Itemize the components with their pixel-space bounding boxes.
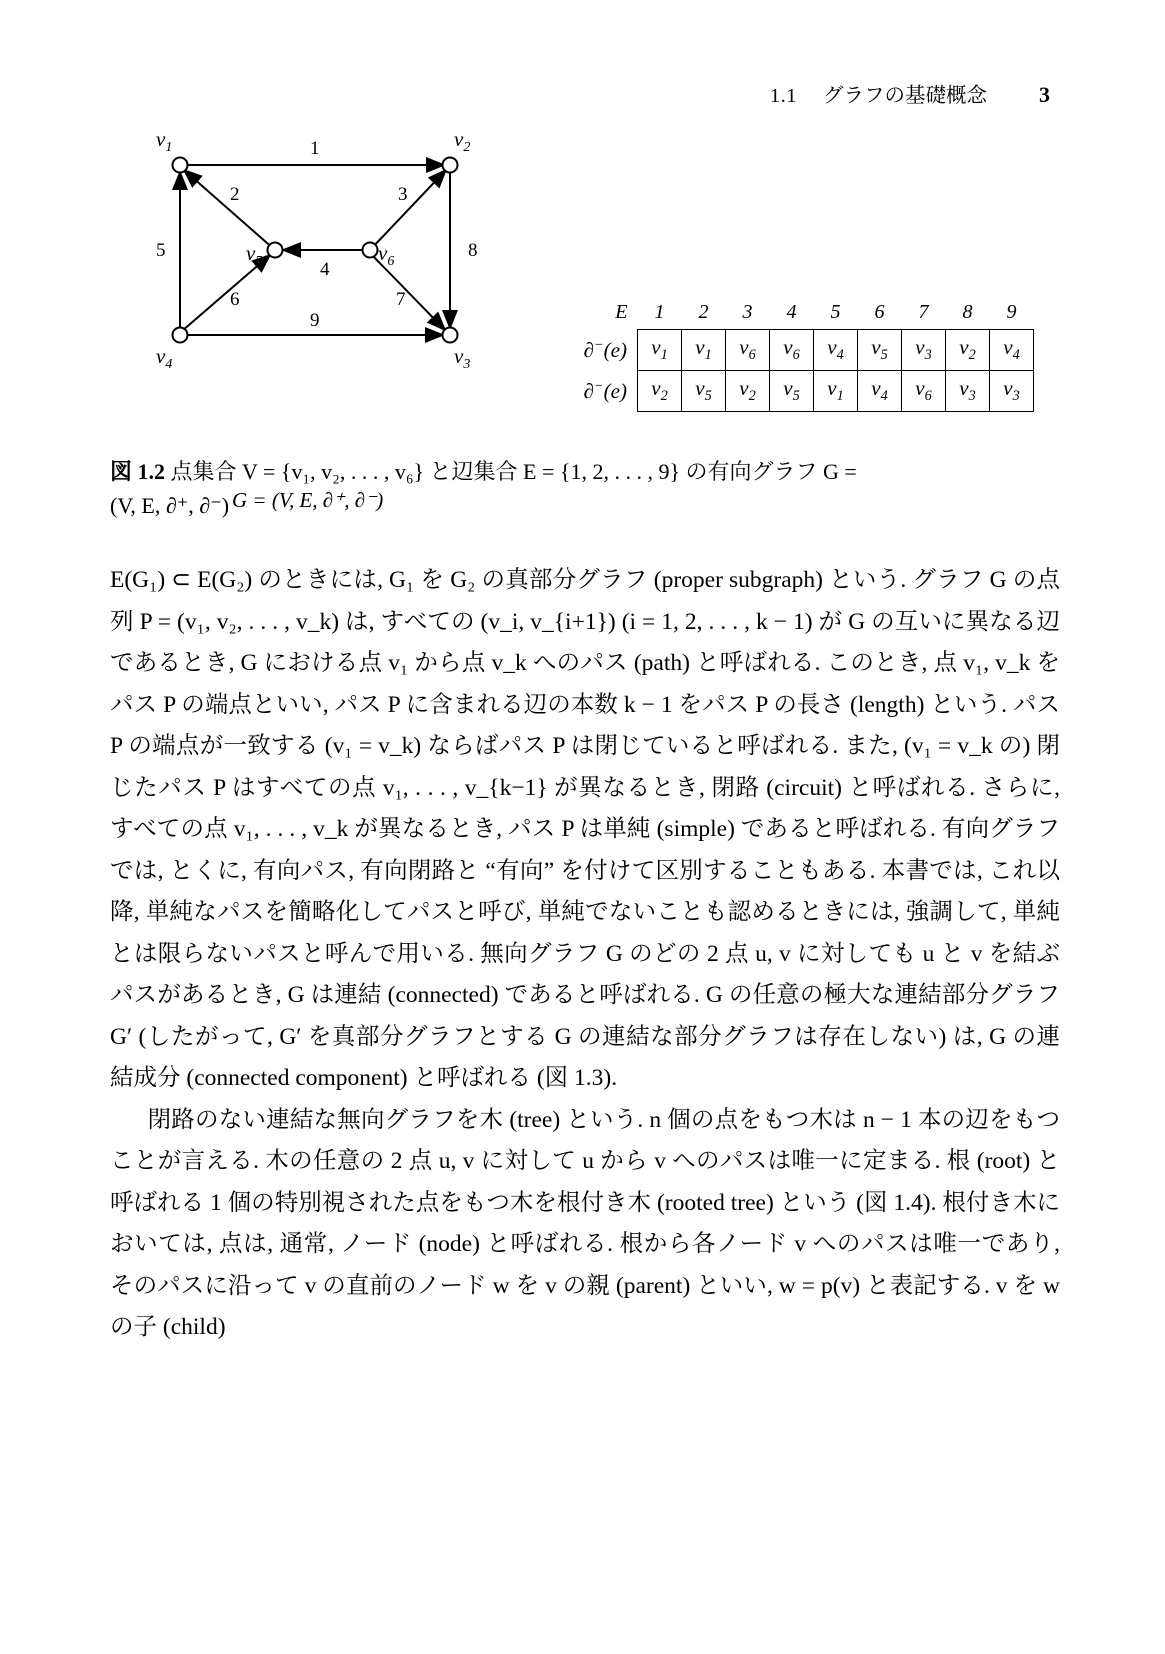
table-column-header: 4	[786, 300, 797, 323]
table-column-header: 2	[698, 300, 709, 323]
edge-label-1: 1	[310, 138, 320, 159]
vertex-label-v5: $v_5$	[246, 241, 263, 269]
table-column-header: 9	[1006, 300, 1017, 323]
edge-label-9: 9	[310, 310, 320, 331]
table-cell: $v_4$	[814, 330, 858, 371]
table-cell: $v_3$	[990, 371, 1034, 412]
edge-label-5: 5	[156, 240, 166, 261]
vertex-v2	[443, 158, 458, 173]
table-column-header: 8	[962, 300, 973, 323]
table-column-header: 6	[874, 300, 885, 323]
table-row	[560, 371, 1034, 412]
incidence-table	[560, 295, 1034, 412]
table-row-header-boundary-2: ∂−(e)	[583, 378, 627, 403]
graph-definition-label: G = (V, E, ∂⁺, ∂⁻)	[232, 488, 384, 512]
vertex-v5	[268, 243, 283, 258]
running-head-section-title: グラフの基礎概念	[823, 85, 987, 107]
vertex-v1	[173, 158, 188, 173]
table-cell: $v_2$	[726, 371, 770, 412]
vertex-label-v2: $v_2$	[454, 127, 471, 155]
table-cell: $v_5$	[858, 330, 902, 371]
table-column-header: 7	[918, 300, 929, 323]
vertex-v3	[443, 328, 458, 343]
table-cell: $v_3$	[946, 371, 990, 412]
figure-caption	[110, 455, 1055, 523]
vertex-v6	[363, 243, 378, 258]
table-row-header-boundary-1: ∂−(e)	[583, 337, 627, 362]
table-column-header: 5	[830, 300, 841, 323]
table-cell: $v_6$	[726, 330, 770, 371]
edge-label-4: 4	[320, 259, 330, 280]
table-cell: $v_2$	[638, 371, 682, 412]
table-cell: $v_1$	[814, 371, 858, 412]
page-number: 3	[1039, 82, 1050, 107]
vertex-label-v1: $v_1$	[156, 127, 173, 155]
table-cell: $v_4$	[990, 330, 1034, 371]
table-cell: $v_4$	[858, 371, 902, 412]
table-cell: $v_5$	[770, 371, 814, 412]
edge-label-6: 6	[230, 289, 240, 310]
vertex-v4	[173, 328, 188, 343]
figure-caption-line-1: 点集合 V = {v₁, v₂, . . . , v₆} と辺集合 E = {1, 2, . . . , 9} の有向グラフ G =	[170, 459, 857, 484]
table-cell: $v_1$	[682, 330, 726, 371]
paragraph-1: E(G₁) ⊂ E(G₂) のときには, G₁ を G₂ の真部分グラフ (proper subgraph) という. グラフ G の点列 P = (v₁, v₂, . . . , v_k) は, すべての (v_i, v_{i+1}) (i = 1, 2, . . . , k − 1) が G の互いに異なる辺であるとき, G における点 v₁ から点 v_k へのパス (path) と呼ばれる. このとき, 点 v₁, v_k をパス P の端点といい, パス P に含まれる辺の本数 k − 1 をパス P の長さ (length) という. パス P の端点が一致する (v₁ = v_k) ならばパス P は閉じていると呼ばれる. また, (v₁ = v_k の) 閉じたパス P はすべての点 v₁, . . . , v_{k−1} が異なるとき, 閉路 (circuit) と呼ばれる. さらに, すべての点 v₁, . . . , v_k が異なるとき, パス P は単純 (simple) であると呼ばれる. 有向グラフでは, とくに, 有向パス, 有向閉路と “有向” を付けて区別することもある. 本書では, これ以降, 単純なパスを簡略化してパスと呼び, 単純でないことも認めるときには, 強調して, 単純とは限らないパスと呼んで用いる. 無向グラフ G のどの 2 点 u, v に対しても u と v を結ぶパスがあるとき, G は連結 (connected) であると呼ばれる. G の任意の極大な連結部分グラフ G′ (したがって, G′ を真部分グラフとする G の連結な部分グラフは存在しない) は, G の連結成分 (connected component) と呼ばれる (図 1.3).	[110, 567, 1060, 1091]
edge-label-8: 8	[468, 240, 478, 261]
paragraph-2: 閉路のない連結な無向グラフを木 (tree) という. n 個の点をもつ木は n − 1 本の辺をもつことが言える. 木の任意の 2 点 u, v に対して u から v へのパスは唯一に定まる. 根 (root) と呼ばれる 1 個の特別視された点をもつ木を根付き木 (rooted tree) という (図 1.4). 根付き木においては, 点は, 通常, ノード (node) と呼ばれる. 根から各ノード v へのパスは唯一であり, そのパスに沿って v の直前のノード w を v の親 (parent) といい, w = p(v) と表記する. v を w の子 (child)	[110, 1106, 1060, 1340]
table-column-header: 1	[654, 300, 665, 323]
body-text	[110, 560, 1060, 1349]
vertex-label-v3: $v_3$	[454, 344, 471, 372]
running-head-section-number: 1.1	[769, 85, 797, 107]
edge-label-7: 7	[396, 289, 406, 310]
edge-label-3: 3	[398, 184, 408, 205]
table-cell: $v_2$	[946, 330, 990, 371]
running-head	[770, 78, 1050, 108]
vertex-label-v6: $v_6$	[378, 241, 395, 269]
table-header-row	[560, 295, 1034, 330]
table-corner-label: E	[615, 300, 628, 323]
table-column-header: 3	[742, 300, 753, 323]
table-cell: $v_3$	[902, 330, 946, 371]
table-cell: $v_1$	[638, 330, 682, 371]
table-cell: $v_6$	[902, 371, 946, 412]
edge-label-2: 2	[230, 184, 240, 205]
table-cell: $v_6$	[770, 330, 814, 371]
vertex-label-v4: $v_4$	[156, 344, 173, 372]
figure-number: 図 1.2	[110, 459, 166, 484]
directed-graph-drawing	[120, 120, 540, 420]
table-row	[560, 330, 1034, 371]
figure-caption-line-2: (V, E, ∂⁺, ∂⁻)	[110, 493, 230, 519]
table-cell: $v_5$	[682, 371, 726, 412]
